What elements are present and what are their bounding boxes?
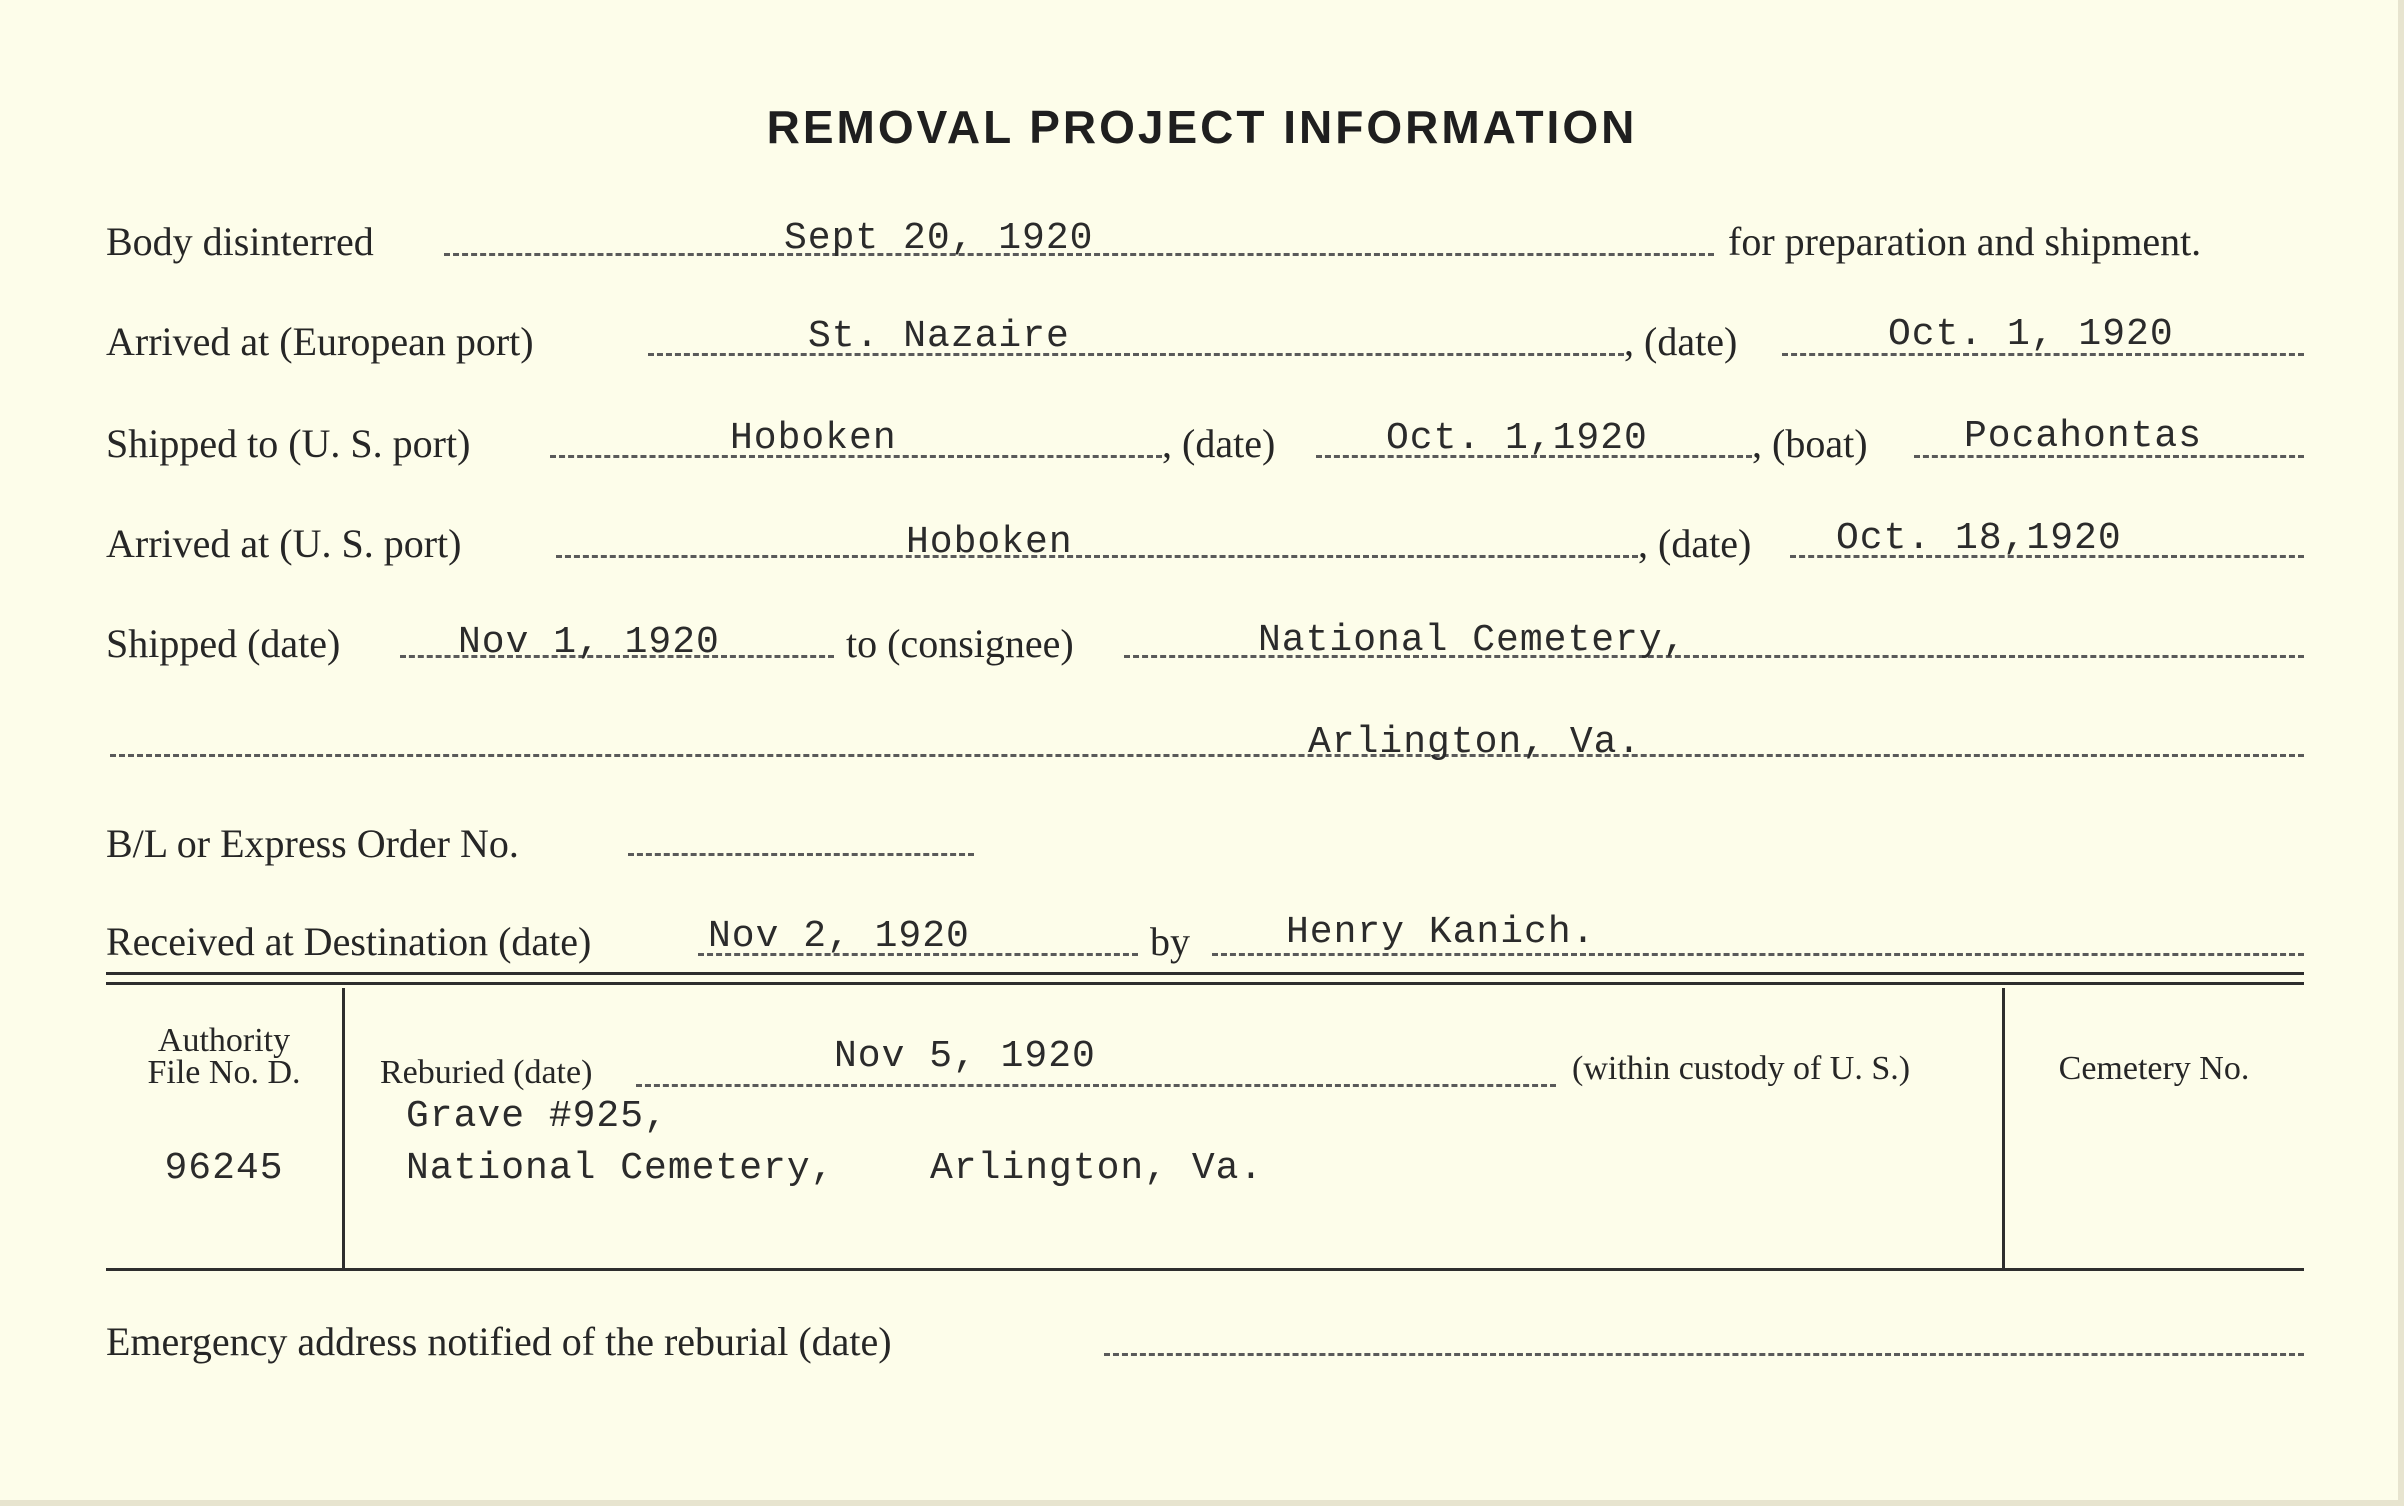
received-by-label: by bbox=[1150, 919, 1190, 964]
consignee-label: to (consignee) bbox=[846, 621, 1074, 666]
section-divider-bottom bbox=[106, 982, 2304, 985]
boat-label: , (boat) bbox=[1752, 421, 1868, 466]
cemetery-column-divider bbox=[2002, 988, 2005, 1268]
custody-label: (within custody of U. S.) bbox=[1572, 1050, 1911, 1087]
european-port-dotted-line bbox=[648, 353, 1624, 356]
authority-label-line1: Authority bbox=[157, 1022, 291, 1059]
european-port-date-label: , (date) bbox=[1624, 319, 1738, 364]
received-by-name: Henry Kanich. bbox=[1286, 911, 1596, 954]
us-port-date: Oct. 18,1920 bbox=[1836, 517, 2122, 560]
bl-order-label: B/L or Express Order No. bbox=[106, 821, 519, 866]
reburied-date: Nov 5, 1920 bbox=[834, 1035, 1096, 1078]
emergency-label: Emergency address notified of the reburial (date) bbox=[106, 1319, 892, 1364]
consignee-value: National Cemetery, bbox=[1258, 619, 1687, 662]
emergency-dotted-line bbox=[1104, 1353, 2304, 1356]
consignee-line2-dotted-line bbox=[110, 754, 2304, 757]
reburied-dotted-line bbox=[636, 1084, 1556, 1087]
us-port-label: Arrived at (U. S. port) bbox=[106, 521, 462, 566]
received-label: Received at Destination (date) bbox=[106, 919, 592, 964]
consignee-location: Arlington, Va. bbox=[1308, 721, 1642, 764]
european-port-date: Oct. 1, 1920 bbox=[1888, 313, 2174, 356]
grave-number: Grave #925, bbox=[406, 1095, 668, 1138]
disinterred-label: Body disinterred bbox=[106, 219, 374, 264]
authority-column-divider bbox=[342, 988, 345, 1268]
section-divider-top bbox=[106, 972, 2304, 975]
disinterred-suffix: for preparation and shipment. bbox=[1728, 219, 2202, 264]
us-port-value: Hoboken bbox=[906, 521, 1073, 564]
shipped-to-date-label: , (date) bbox=[1162, 421, 1276, 466]
lower-section-bottom-rule bbox=[106, 1268, 2304, 1271]
bl-order-dotted-line bbox=[628, 853, 974, 856]
shipped-date-label: Shipped (date) bbox=[106, 621, 341, 666]
cemetery-location: Arlington, Va. bbox=[930, 1147, 1264, 1190]
card-title: REMOVAL PROJECT INFORMATION bbox=[766, 101, 1638, 153]
authority-file-number: 96245 bbox=[164, 1147, 284, 1190]
shipped-date: Nov 1, 1920 bbox=[458, 621, 720, 664]
shipped-to-port: Hoboken bbox=[730, 417, 897, 460]
received-date: Nov 2, 1920 bbox=[708, 915, 970, 958]
shipped-to-date: Oct. 1,1920 bbox=[1386, 417, 1648, 460]
cemetery-name: National Cemetery, bbox=[406, 1147, 835, 1190]
european-port-label: Arrived at (European port) bbox=[106, 319, 534, 364]
authority-label-line2: File No. D. bbox=[147, 1054, 301, 1091]
us-port-date-label: , (date) bbox=[1638, 521, 1752, 566]
reburied-label: Reburied (date) bbox=[380, 1054, 593, 1091]
european-port-value: St. Nazaire bbox=[808, 315, 1070, 358]
disinterred-date: Sept 20, 1920 bbox=[784, 217, 1094, 260]
shipped-to-label: Shipped to (U. S. port) bbox=[106, 421, 471, 466]
us-port-dotted-line bbox=[556, 555, 1638, 558]
cemetery-no-label: Cemetery No. bbox=[2058, 1050, 2250, 1087]
boat-name: Pocahontas bbox=[1964, 415, 2203, 458]
